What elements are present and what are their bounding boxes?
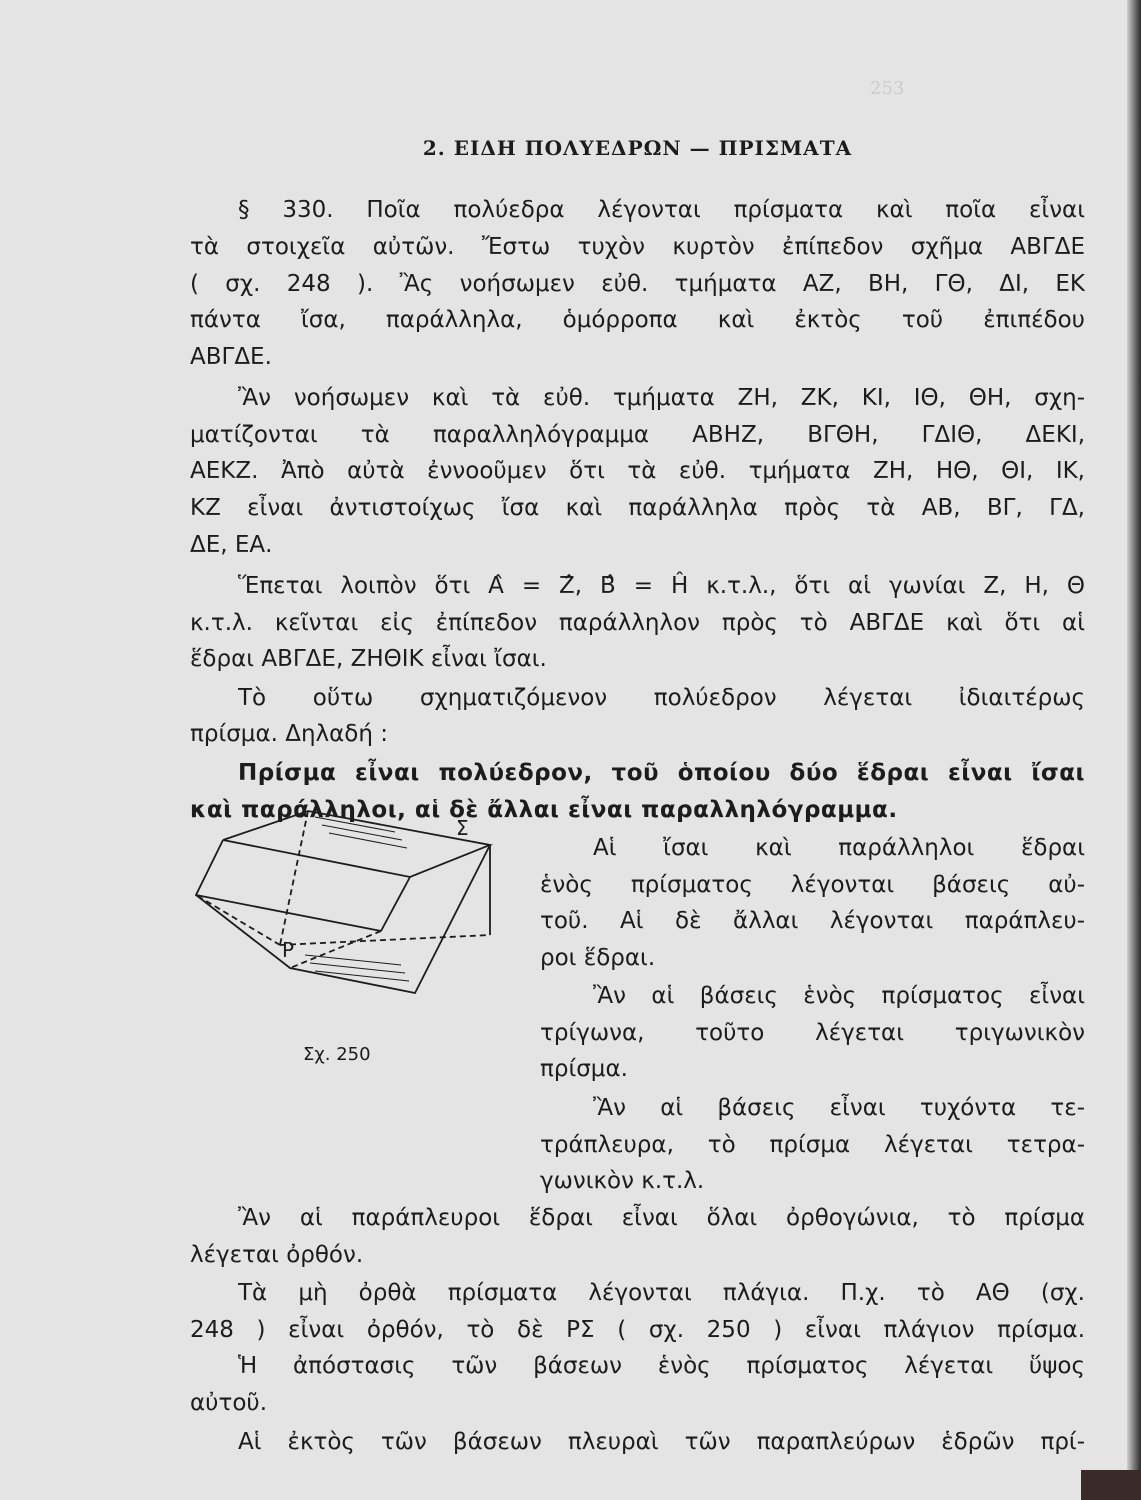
text-line: Τὰ μὴ ὀρθὰ πρίσματα λέγονται πλάγια. Π.χ. τὸ ΑΘ (σχ.	[238, 1280, 1085, 1306]
text-line: κ.τ.λ. κεῖνται εἰς ἐπίπεδον παράλληλον πρὸς τὸ ΑΒΓΔΕ καὶ ὅτι αἱ	[190, 610, 1085, 636]
text-line: ΑΕΚΖ. Ἀπὸ αὐτὰ ἐννοοῦμεν ὅτι τὰ εὐθ. τμήματα ΖΗ, ΗΘ, ΘΙ, ΙΚ,	[190, 458, 1085, 484]
prism-figure	[185, 805, 515, 1075]
text-line: 248 ) εἶναι ὀρθόν, τὸ δὲ ΡΣ ( σχ. 250 ) εἶναι πλάγιον πρίσμα.	[190, 1317, 1085, 1343]
text-line: Ἡ ἀπόστασις τῶν βάσεων ἑνὸς πρίσματος λέγεται ὕψος	[238, 1353, 1085, 1379]
text-line: ( σχ. 248 ). Ἂς νοήσωμεν εὐθ. τμήματα ΑΖ, ΒΗ, ΓΘ, ΔΙ, ΕΚ	[190, 271, 1085, 297]
text-line: Ἂν αἱ βάσεις ἑνὸς πρίσματος εἶναι	[593, 983, 1085, 1009]
text-line: πρίσμα.	[540, 1056, 628, 1082]
figure-label-sigma: Σ	[456, 816, 469, 840]
text-line: Τὸ οὕτω σχηματιζόμενον πολύεδρον λέγεται ἰδιαιτέρως	[238, 685, 1085, 711]
text-line: ματίζονται τὰ παραλληλόγραμμα ΑΒΗΖ, ΒΓΘΗ, ΓΔΙΘ, ΔΕΚΙ,	[190, 422, 1085, 448]
figure-label-rho: Ρ	[282, 938, 295, 962]
text-line: τρίγωνα, τοῦτο λέγεται τριγωνικὸν	[540, 1020, 1085, 1046]
text-line: Ἂν νοήσωμεν καὶ τὰ εὐθ. τμήματα ΖΗ, ΖΚ, ΚΙ, ΙΘ, ΘΗ, σχη-	[238, 385, 1085, 411]
definition-line: καὶ παράλληλοι, αἱ δὲ ἄλλαι εἶναι παραλληλόγραμμα.	[190, 797, 898, 823]
text-line: ΔΕ, ΕΑ.	[190, 532, 273, 558]
text-line: πρίσμα. Δηλαδή :	[190, 721, 389, 747]
definition-line: Πρίσμα εἶναι πολύεδρον, τοῦ ὁποίου δύο ἕδραι εἶναι ἴσαι	[238, 760, 1085, 786]
text-line: ροι ἕδραι.	[540, 945, 656, 971]
figure-caption: Σχ. 250	[303, 1044, 371, 1065]
text-line: Αἱ ἐκτὸς τῶν βάσεων πλευραὶ τῶν παραπλεύρων ἑδρῶν πρί-	[238, 1429, 1085, 1455]
text-line: ΑΒΓΔΕ.	[190, 344, 272, 370]
text-line: τὰ στοιχεῖα αὐτῶν. Ἔστω τυχὸν κυρτὸν ἐπίπεδον σχῆμα ΑΒΓΔΕ	[190, 234, 1085, 260]
text-line: λέγεται ὀρθόν.	[190, 1242, 364, 1268]
text-line: ἕδραι ΑΒΓΔΕ, ΖΗΘΙΚ εἶναι ἴσαι.	[190, 646, 547, 672]
text-line: Ἂν αἱ βάσεις εἶναι τυχόντα τε-	[593, 1095, 1085, 1121]
text-line: § 330. Ποῖα πολύεδρα λέγονται πρίσματα καὶ ποῖα εἶναι	[238, 197, 1085, 223]
bleed-through-page-number: 253	[870, 78, 905, 99]
text-line: πάντα ἴσα, παράλληλα, ὁμόρροπα καὶ ἐκτὸς τοῦ ἐπιπέδου	[190, 307, 1085, 333]
scan-corner	[1081, 1470, 1141, 1500]
text-line: ΚΖ εἶναι ἀντιστοίχως ἴσα καὶ παράλληλα πρὸς τὰ ΑΒ, ΒΓ, ΓΔ,	[190, 495, 1085, 521]
text-line: Αἱ ἴσαι καὶ παράλληλοι ἕδραι	[593, 835, 1085, 861]
text-line: τράπλευρα, τὸ πρίσμα λέγεται τετρα-	[540, 1132, 1085, 1158]
text-line: τοῦ. Αἱ δὲ ἄλλαι λέγονται παράπλευ-	[540, 908, 1085, 934]
text-line: αὐτοῦ.	[190, 1390, 268, 1416]
text-line: Ἕπεται λοιπὸν ὅτι Α̂ = Ζ̂, Β̂ = Ĥ κ.τ.λ., ὅτι αἱ γωνίαι Ζ, Η, Θ	[238, 573, 1085, 599]
section-heading: 2. ΕΙΔΗ ΠΟΛΥΕΔΡΩΝ — ΠΡΙΣΜΑΤΑ	[422, 136, 853, 160]
text-line: ἑνὸς πρίσματος λέγονται βάσεις αὐ-	[540, 872, 1085, 898]
text-line: γωνικὸν κ.τ.λ.	[540, 1168, 705, 1194]
scan-edge	[1127, 0, 1141, 1500]
text-line: Ἂν αἱ παράπλευροι ἕδραι εἶναι ὅλαι ὀρθογώνια, τὸ πρίσμα	[238, 1205, 1085, 1231]
